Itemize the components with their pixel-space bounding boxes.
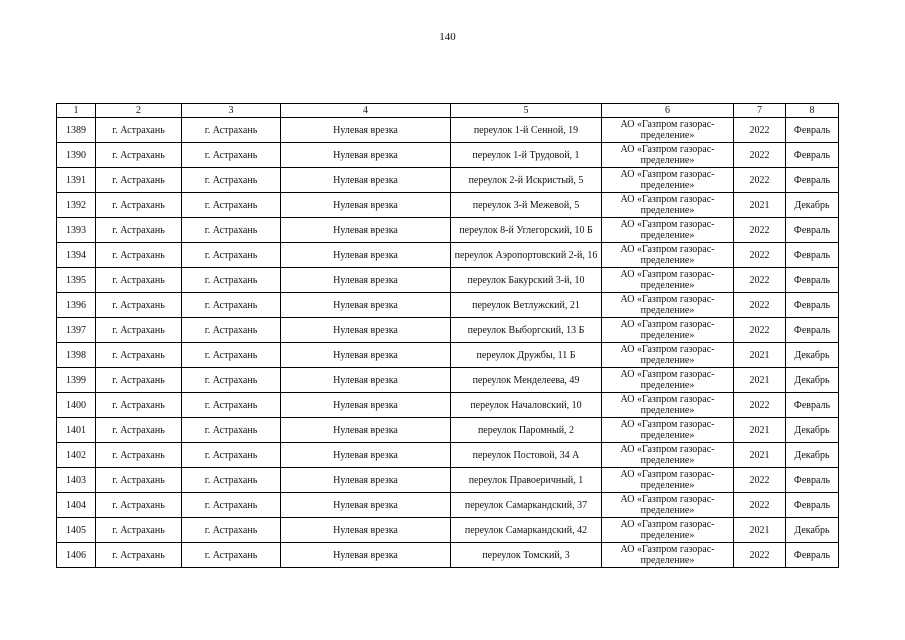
month-cell: Февраль — [786, 468, 839, 493]
header-cell: 1 — [57, 104, 96, 118]
row-number-cell: 1389 — [57, 118, 96, 143]
row-number-cell: 1394 — [57, 243, 96, 268]
table-row — [57, 443, 839, 468]
month-cell: Декабрь — [786, 368, 839, 393]
region-cell: г. Астрахань — [96, 243, 182, 268]
connection-type-cell: Нулевая врезка — [281, 243, 451, 268]
header-cell: 6 — [602, 104, 734, 118]
region-cell: г. Астрахань — [96, 143, 182, 168]
header-cell: 5 — [451, 104, 602, 118]
operator-cell: АО «Газпром газорас-пределение» — [602, 318, 734, 343]
year-cell: 2022 — [734, 118, 786, 143]
operator-cell: АО «Газпром газорас-пределение» — [602, 443, 734, 468]
address-cell: переулок Правоеричный, 1 — [451, 468, 602, 493]
connection-type-cell: Нулевая врезка — [281, 118, 451, 143]
operator-cell: АО «Газпром газорас-пределение» — [602, 268, 734, 293]
address-cell: переулок Постовой, 34 А — [451, 443, 602, 468]
year-cell: 2022 — [734, 243, 786, 268]
row-number-cell: 1398 — [57, 343, 96, 368]
connection-type-cell: Нулевая врезка — [281, 443, 451, 468]
operator-cell: АО «Газпром газорас-пределение» — [602, 543, 734, 568]
operator-cell: АО «Газпром газорас-пределение» — [602, 118, 734, 143]
city-cell: г. Астрахань — [182, 243, 281, 268]
connection-type-cell: Нулевая врезка — [281, 518, 451, 543]
operator-cell: АО «Газпром газорас-пределение» — [602, 243, 734, 268]
row-number-cell: 1403 — [57, 468, 96, 493]
operator-cell: АО «Газпром газорас-пределение» — [602, 343, 734, 368]
year-cell: 2022 — [734, 543, 786, 568]
year-cell: 2022 — [734, 218, 786, 243]
city-cell: г. Астрахань — [182, 143, 281, 168]
header-cell: 3 — [182, 104, 281, 118]
row-number-cell: 1397 — [57, 318, 96, 343]
year-cell: 2022 — [734, 393, 786, 418]
year-cell: 2021 — [734, 343, 786, 368]
operator-cell: АО «Газпром газорас-пределение» — [602, 368, 734, 393]
address-cell: переулок Дружбы, 11 Б — [451, 343, 602, 368]
year-cell: 2022 — [734, 493, 786, 518]
address-cell: переулок 1-й Сенной, 19 — [451, 118, 602, 143]
year-cell: 2022 — [734, 318, 786, 343]
region-cell: г. Астрахань — [96, 393, 182, 418]
city-cell: г. Астрахань — [182, 468, 281, 493]
table-row — [57, 543, 839, 568]
city-cell: г. Астрахань — [182, 318, 281, 343]
region-cell: г. Астрахань — [96, 443, 182, 468]
connection-type-cell: Нулевая врезка — [281, 368, 451, 393]
table-row — [57, 268, 839, 293]
row-number-cell: 1405 — [57, 518, 96, 543]
connection-type-cell: Нулевая врезка — [281, 168, 451, 193]
city-cell: г. Астрахань — [182, 293, 281, 318]
row-number-cell: 1401 — [57, 418, 96, 443]
year-cell: 2022 — [734, 293, 786, 318]
row-number-cell: 1404 — [57, 493, 96, 518]
table-row — [57, 118, 839, 143]
region-cell: г. Астрахань — [96, 268, 182, 293]
region-cell: г. Астрахань — [96, 118, 182, 143]
address-cell: переулок Началовский, 10 — [451, 393, 602, 418]
operator-cell: АО «Газпром газорас-пределение» — [602, 143, 734, 168]
month-cell: Декабрь — [786, 193, 839, 218]
connection-type-cell: Нулевая врезка — [281, 293, 451, 318]
region-cell: г. Астрахань — [96, 543, 182, 568]
month-cell: Февраль — [786, 118, 839, 143]
row-number-cell: 1406 — [57, 543, 96, 568]
address-cell: переулок Аэропортовский 2-й, 16 — [451, 243, 602, 268]
region-cell: г. Астрахань — [96, 318, 182, 343]
connection-type-cell: Нулевая врезка — [281, 143, 451, 168]
row-number-cell: 1392 — [57, 193, 96, 218]
row-number-cell: 1391 — [57, 168, 96, 193]
table-row — [57, 168, 839, 193]
month-cell: Декабрь — [786, 343, 839, 368]
year-cell: 2021 — [734, 443, 786, 468]
address-cell: переулок 8-й Углегорский, 10 Б — [451, 218, 602, 243]
region-cell: г. Астрахань — [96, 193, 182, 218]
address-cell: переулок Томский, 3 — [451, 543, 602, 568]
connection-type-cell: Нулевая врезка — [281, 193, 451, 218]
row-number-cell: 1400 — [57, 393, 96, 418]
year-cell: 2021 — [734, 368, 786, 393]
city-cell: г. Астрахань — [182, 368, 281, 393]
connection-type-cell: Нулевая врезка — [281, 543, 451, 568]
table-row — [57, 468, 839, 493]
table-row — [57, 518, 839, 543]
month-cell: Декабрь — [786, 418, 839, 443]
connection-type-cell: Нулевая врезка — [281, 343, 451, 368]
region-cell: г. Астрахань — [96, 493, 182, 518]
address-cell: переулок Самаркандский, 37 — [451, 493, 602, 518]
operator-cell: АО «Газпром газорас-пределение» — [602, 168, 734, 193]
region-cell: г. Астрахань — [96, 218, 182, 243]
address-cell: переулок Ветлужский, 21 — [451, 293, 602, 318]
table-row — [57, 243, 839, 268]
region-cell: г. Астрахань — [96, 418, 182, 443]
month-cell: Февраль — [786, 493, 839, 518]
month-cell: Февраль — [786, 543, 839, 568]
connection-type-cell: Нулевая врезка — [281, 493, 451, 518]
operator-cell: АО «Газпром газорас-пределение» — [602, 293, 734, 318]
region-cell: г. Астрахань — [96, 468, 182, 493]
row-number-cell: 1390 — [57, 143, 96, 168]
row-number-cell: 1396 — [57, 293, 96, 318]
table-row — [57, 218, 839, 243]
connection-type-cell: Нулевая врезка — [281, 418, 451, 443]
address-cell: переулок 3-й Межевой, 5 — [451, 193, 602, 218]
connection-type-cell: Нулевая врезка — [281, 468, 451, 493]
page-number: 140 — [439, 31, 456, 43]
region-cell: г. Астрахань — [96, 343, 182, 368]
month-cell: Февраль — [786, 168, 839, 193]
connection-type-cell: Нулевая врезка — [281, 393, 451, 418]
operator-cell: АО «Газпром газорас-пределение» — [602, 393, 734, 418]
address-cell: переулок 1-й Трудовой, 1 — [451, 143, 602, 168]
city-cell: г. Астрахань — [182, 518, 281, 543]
table-row — [57, 393, 839, 418]
header-cell: 7 — [734, 104, 786, 118]
row-number-cell: 1402 — [57, 443, 96, 468]
table-row — [57, 368, 839, 393]
table-row — [57, 418, 839, 443]
address-cell: переулок Паромный, 2 — [451, 418, 602, 443]
table-row — [57, 493, 839, 518]
month-cell: Февраль — [786, 143, 839, 168]
city-cell: г. Астрахань — [182, 268, 281, 293]
connection-type-cell: Нулевая врезка — [281, 318, 451, 343]
table-body — [57, 118, 839, 568]
city-cell: г. Астрахань — [182, 343, 281, 368]
address-cell: переулок Бакурский 3-й, 10 — [451, 268, 602, 293]
table-row — [57, 318, 839, 343]
address-cell: переулок Менделеева, 49 — [451, 368, 602, 393]
month-cell: Декабрь — [786, 443, 839, 468]
month-cell: Февраль — [786, 318, 839, 343]
row-number-cell: 1399 — [57, 368, 96, 393]
table-row — [57, 293, 839, 318]
city-cell: г. Астрахань — [182, 543, 281, 568]
month-cell: Февраль — [786, 243, 839, 268]
month-cell: Декабрь — [786, 518, 839, 543]
region-cell: г. Астрахань — [96, 368, 182, 393]
operator-cell: АО «Газпром газорас-пределение» — [602, 218, 734, 243]
city-cell: г. Астрахань — [182, 168, 281, 193]
month-cell: Февраль — [786, 393, 839, 418]
table-row — [57, 193, 839, 218]
month-cell: Февраль — [786, 293, 839, 318]
operator-cell: АО «Газпром газорас-пределение» — [602, 518, 734, 543]
address-cell: переулок 2-й Искристый, 5 — [451, 168, 602, 193]
city-cell: г. Астрахань — [182, 418, 281, 443]
row-number-cell: 1395 — [57, 268, 96, 293]
region-cell: г. Астрахань — [96, 518, 182, 543]
header-cell: 8 — [786, 104, 839, 118]
city-cell: г. Астрахань — [182, 393, 281, 418]
row-number-cell: 1393 — [57, 218, 96, 243]
operator-cell: АО «Газпром газорас-пределение» — [602, 193, 734, 218]
connection-type-cell: Нулевая врезка — [281, 218, 451, 243]
table-row — [57, 343, 839, 368]
region-cell: г. Астрахань — [96, 293, 182, 318]
operator-cell: АО «Газпром газорас-пределение» — [602, 418, 734, 443]
city-cell: г. Астрахань — [182, 218, 281, 243]
region-cell: г. Астрахань — [96, 168, 182, 193]
header-cell: 2 — [96, 104, 182, 118]
year-cell: 2021 — [734, 518, 786, 543]
table-row — [57, 143, 839, 168]
year-cell: 2022 — [734, 168, 786, 193]
year-cell: 2022 — [734, 468, 786, 493]
gas-connection-table — [56, 103, 839, 568]
city-cell: г. Астрахань — [182, 193, 281, 218]
month-cell: Февраль — [786, 268, 839, 293]
address-cell: переулок Самаркандский, 42 — [451, 518, 602, 543]
city-cell: г. Астрахань — [182, 118, 281, 143]
connection-type-cell: Нулевая врезка — [281, 268, 451, 293]
year-cell: 2022 — [734, 268, 786, 293]
year-cell: 2021 — [734, 418, 786, 443]
header-cell: 4 — [281, 104, 451, 118]
month-cell: Февраль — [786, 218, 839, 243]
year-cell: 2022 — [734, 143, 786, 168]
city-cell: г. Астрахань — [182, 443, 281, 468]
operator-cell: АО «Газпром газорас-пределение» — [602, 493, 734, 518]
operator-cell: АО «Газпром газорас-пределение» — [602, 468, 734, 493]
table-header-row — [57, 104, 839, 118]
year-cell: 2021 — [734, 193, 786, 218]
city-cell: г. Астрахань — [182, 493, 281, 518]
address-cell: переулок Выборгский, 13 Б — [451, 318, 602, 343]
